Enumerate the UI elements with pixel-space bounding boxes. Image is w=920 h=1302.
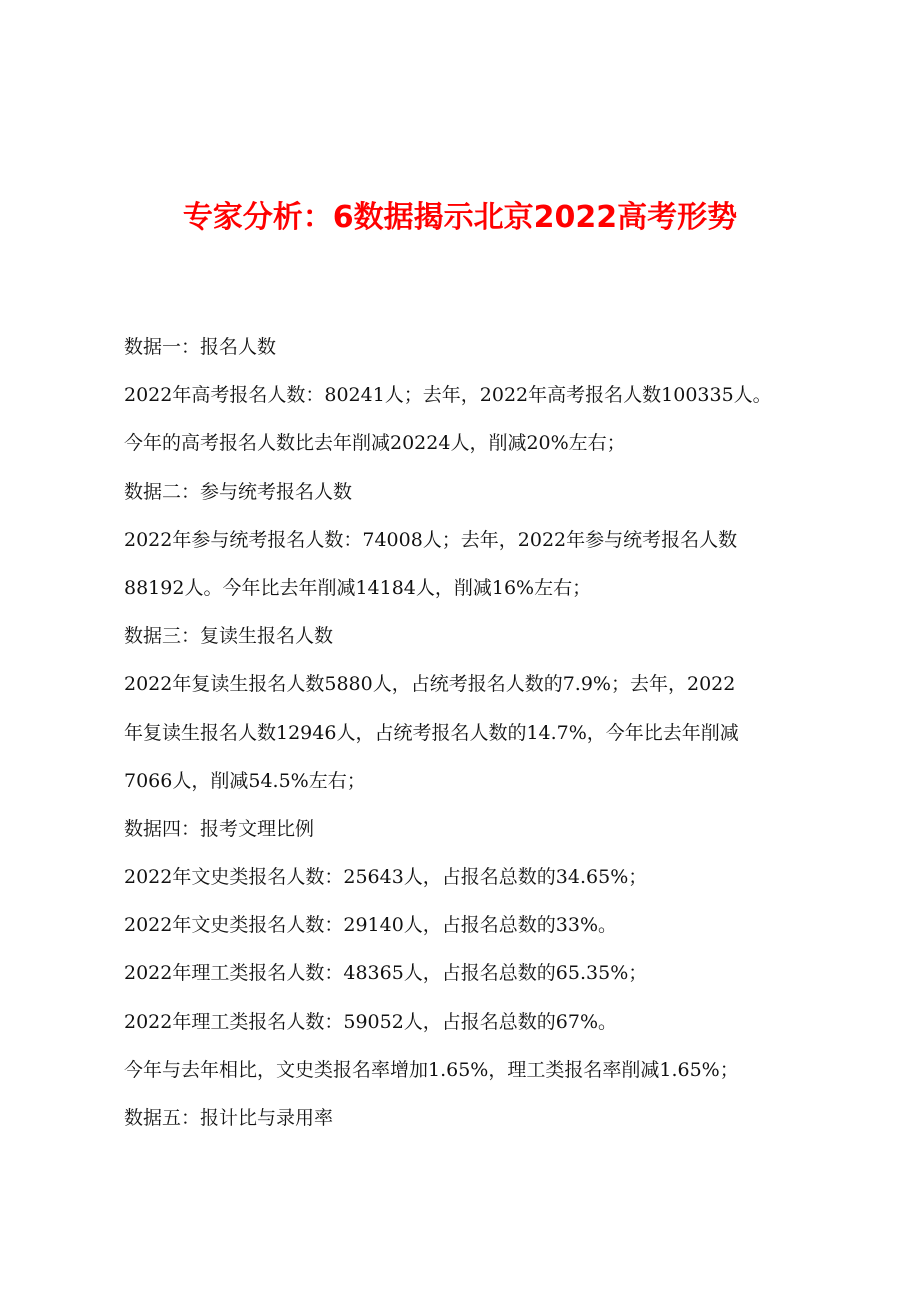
paragraph-line: 今年的高考报名人数比去年削减20224人，削减20%左右； (124, 432, 626, 455)
paragraph-line: 88192人。今年比去年削减14184人，削减16%左右； (124, 576, 592, 599)
paragraph-line: 2022年文史类报名人数：25643人，占报名总数的34.65%； (124, 866, 648, 889)
paragraph-line: 年复读生报名人数12946人，占统考报名人数的14.7%，今年比去年削减 (124, 721, 739, 744)
paragraph-line: 2022年复读生报名人数5880人，占统考报名人数的7.9%；去年，2022 (124, 673, 736, 696)
paragraph-line: 2022年理工类报名人数：48365人，占报名总数的65.35%； (124, 962, 648, 985)
paragraph-line: 7066人，削减54.5%左右； (124, 769, 366, 792)
document-title: 专家分析：6数据揭示北京2022高考形势 (182, 200, 738, 235)
section-heading: 数据一：报名人数 (124, 336, 277, 358)
section-heading: 数据五：报计比与录用率 (124, 1107, 334, 1129)
paragraph-line: 2022年文史类报名人数：29140人，占报名总数的33%。 (124, 914, 618, 937)
section-heading: 数据三：复读生报名人数 (124, 625, 334, 648)
paragraph-line: 2022年参与统考报名人数：74008人；去年，2022年参与统考报名人数 (124, 528, 738, 551)
document-body (124, 323, 814, 1142)
paragraph-line: 今年与去年相比，文史类报名率增加1.65%，理工类报名率削减1.65%； (124, 1058, 739, 1081)
section-heading: 数据二：参与统考报名人数 (124, 480, 353, 503)
paragraph-line: 2022年理工类报名人数：59052人，占报名总数的67%。 (124, 1010, 618, 1033)
section-heading: 数据四：报考文理比例 (124, 817, 315, 840)
paragraph-line: 2022年高考报名人数：80241人；去年，2022年高考报名人数100335人。 (124, 384, 772, 407)
